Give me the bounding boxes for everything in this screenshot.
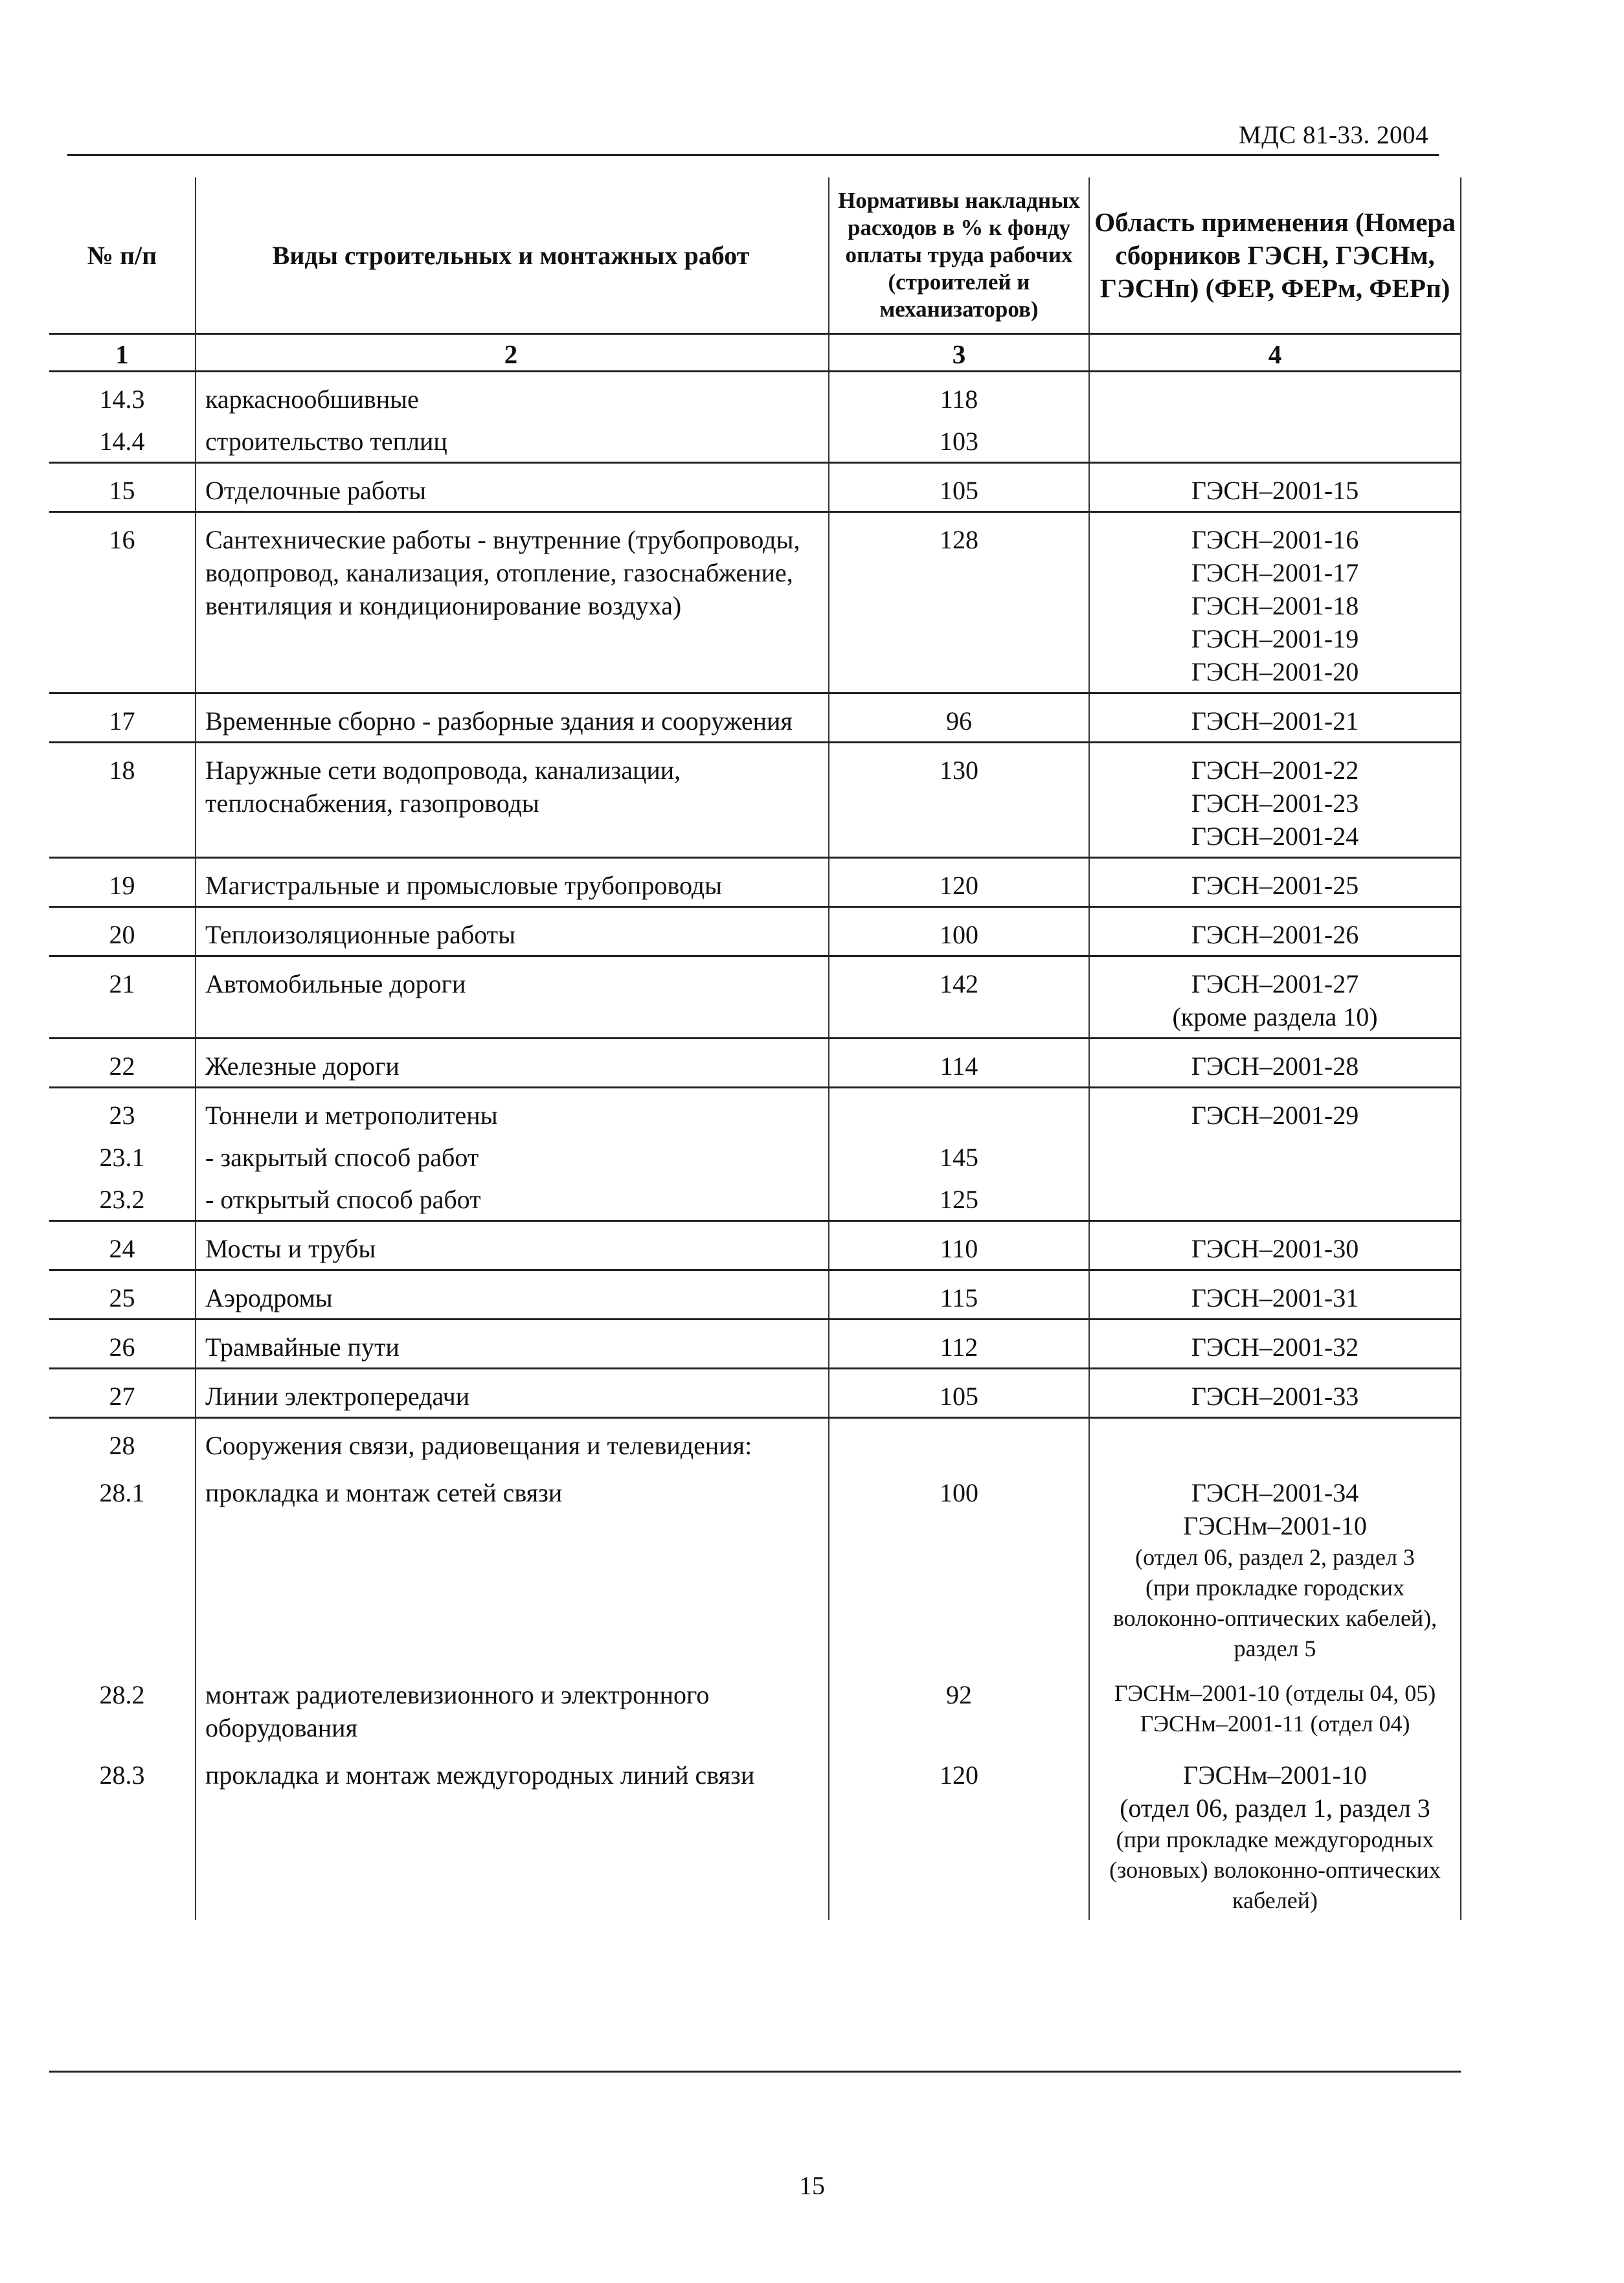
work-type: Временные сборно - разборные здания и сооружения <box>196 693 829 743</box>
document-code: МДС 81-33. 2004 <box>1238 121 1428 149</box>
scope-entry: (кроме раздела 10) <box>1172 1002 1378 1031</box>
work-type: - закрытый способ работ <box>196 1136 829 1178</box>
scope-cell <box>1089 1369 1461 1418</box>
scope-cell <box>1089 1178 1461 1221</box>
table-row <box>49 1320 1461 1369</box>
work-type: - открытый способ работ <box>196 1178 829 1221</box>
row-number: 17 <box>49 693 196 743</box>
scope-entry: ГЭСН–2001-30 <box>1191 1234 1359 1263</box>
overhead-rate: 112 <box>829 1320 1089 1369</box>
overhead-norms-table <box>49 177 1461 1920</box>
scope-cell <box>1089 1418 1461 1467</box>
row-number: 25 <box>49 1270 196 1320</box>
scope-cell <box>1089 1466 1461 1668</box>
table-row <box>49 1270 1461 1320</box>
scope-entry: ГЭСНм–2001-10 (отделы 04, 05) <box>1114 1680 1436 1706</box>
scope-entry: ГЭСН–2001-27 <box>1191 969 1359 998</box>
overhead-rate: 105 <box>829 463 1089 512</box>
scope-entry: ГЭСН–2001-32 <box>1191 1333 1359 1362</box>
scope-cell <box>1089 512 1461 693</box>
overhead-rate: 100 <box>829 1466 1089 1668</box>
overhead-rate: 105 <box>829 1369 1089 1418</box>
table-row <box>49 1221 1461 1270</box>
scope-entry: (отдел 06, раздел 2, раздел 3 <box>1135 1544 1415 1570</box>
overhead-rate: 128 <box>829 512 1089 693</box>
overhead-rate: 120 <box>829 858 1089 907</box>
overhead-rate <box>829 1418 1089 1467</box>
table-row <box>49 463 1461 512</box>
row-number: 28 <box>49 1418 196 1467</box>
col-index: 3 <box>829 334 1089 372</box>
row-number: 28.2 <box>99 1680 145 1709</box>
header-rule <box>67 154 1439 156</box>
row-number: 18 <box>49 743 196 858</box>
work-type: монтаж радиотелевизионного и электронного оборудования <box>196 1668 829 1748</box>
overhead-rate: 118 <box>829 372 1089 420</box>
work-type: Линии электропередачи <box>196 1369 829 1418</box>
table-row <box>49 1668 1461 1748</box>
row-number: 27 <box>49 1369 196 1418</box>
work-type: Тоннели и метрополитены <box>196 1088 829 1136</box>
table-row <box>49 420 1461 463</box>
overhead-rate: 114 <box>829 1039 1089 1088</box>
work-type: строительство теплиц <box>196 420 829 463</box>
col-index: 2 <box>196 334 829 372</box>
scope-cell <box>1089 420 1461 463</box>
scope-entry: ГЭСНм–2001-10 <box>1183 1511 1367 1540</box>
scope-entry: ГЭСНм–2001-11 (отдел 04) <box>1140 1711 1410 1737</box>
scope-entry: ГЭСН–2001-16 <box>1191 525 1359 554</box>
scope-cell <box>1089 858 1461 907</box>
row-number: 14.4 <box>99 427 145 456</box>
scope-entry: ГЭСН–2001-15 <box>1191 476 1359 505</box>
table-row <box>49 372 1461 420</box>
scope-entry: ГЭСН–2001-25 <box>1191 871 1359 900</box>
scope-entry: ГЭСН–2001-29 <box>1191 1101 1359 1130</box>
scope-entry: ГЭСН–2001-34 <box>1191 1478 1359 1507</box>
overhead-rate: 145 <box>829 1136 1089 1178</box>
scope-cell <box>1089 1221 1461 1270</box>
table-row <box>49 1136 1461 1178</box>
scope-entry: ГЭСН–2001-28 <box>1191 1052 1359 1081</box>
col-header-overhead-rate: Нормативы накладных расходов в % к фонду оплаты труда рабочих (строителей и механизаторов) <box>829 177 1089 334</box>
scope-entry: ГЭСН–2001-26 <box>1191 920 1359 949</box>
scope-entry: ГЭСН–2001-33 <box>1191 1382 1359 1411</box>
scope-cell <box>1089 1320 1461 1369</box>
work-type: прокладка и монтаж сетей связи <box>196 1466 829 1668</box>
scope-cell <box>1089 693 1461 743</box>
table-row <box>49 858 1461 907</box>
scope-entry: ГЭСН–2001-18 <box>1191 591 1359 620</box>
row-number: 20 <box>49 907 196 956</box>
overhead-rate: 96 <box>829 693 1089 743</box>
overhead-rate: 120 <box>829 1748 1089 1920</box>
table-row <box>49 512 1461 693</box>
work-type: Магистральные и промысловые трубопроводы <box>196 858 829 907</box>
table-row <box>49 1088 1461 1136</box>
work-type: Автомобильные дороги <box>196 956 829 1039</box>
row-number: 28.1 <box>99 1478 145 1507</box>
overhead-rate: 110 <box>829 1221 1089 1270</box>
table-row <box>49 956 1461 1039</box>
scope-cell <box>1089 1270 1461 1320</box>
work-type: Мосты и трубы <box>196 1221 829 1270</box>
scope-cell <box>1089 743 1461 858</box>
scope-entry: ГЭСН–2001-21 <box>1191 706 1359 736</box>
scope-cell <box>1089 1668 1461 1748</box>
scope-cell <box>1089 1136 1461 1178</box>
work-type: Сооружения связи, радиовещания и телевидения: <box>196 1418 829 1467</box>
table-header-row <box>49 177 1461 334</box>
table-body <box>49 372 1461 1920</box>
work-type: Сантехнические работы - внутренние (трубопроводы, водопровод, канализация, отопление, газоснабжение, вентиляция и кондиционирование воздуха) <box>196 512 829 693</box>
col-index: 4 <box>1089 334 1461 372</box>
scope-entry: ГЭСН–2001-23 <box>1191 789 1359 818</box>
table-row <box>49 1369 1461 1418</box>
overhead-rate: 130 <box>829 743 1089 858</box>
scope-cell <box>1089 956 1461 1039</box>
overhead-rate: 92 <box>829 1668 1089 1748</box>
row-number: 21 <box>49 956 196 1039</box>
scope-entry: (отдел 06, раздел 1, раздел 3 <box>1120 1794 1430 1823</box>
table-row <box>49 1466 1461 1668</box>
row-number: 16 <box>49 512 196 693</box>
work-type: каркаснообшивные <box>196 372 829 420</box>
row-number: 28.3 <box>99 1760 145 1790</box>
row-number: 23 <box>49 1088 196 1136</box>
overhead-rate: 142 <box>829 956 1089 1039</box>
scope-cell <box>1089 1748 1461 1920</box>
work-type: прокладка и монтаж междугородных линий связи <box>196 1748 829 1920</box>
overhead-rate <box>829 1088 1089 1136</box>
work-type: Теплоизоляционные работы <box>196 907 829 956</box>
col-header-work-type: Виды строительных и монтажных работ <box>196 177 829 334</box>
scope-cell <box>1089 1039 1461 1088</box>
work-type: Аэродромы <box>196 1270 829 1320</box>
scope-entry: ГЭСНм–2001-10 <box>1183 1760 1367 1790</box>
scope-entry: ГЭСН–2001-20 <box>1191 657 1359 686</box>
row-number: 14.3 <box>99 385 145 414</box>
table-bottom-rule <box>49 2071 1461 2073</box>
table-row <box>49 693 1461 743</box>
scope-cell <box>1089 372 1461 420</box>
work-type: Железные дороги <box>196 1039 829 1088</box>
col-index: 1 <box>49 334 196 372</box>
scope-entry: раздел 5 <box>1234 1636 1316 1661</box>
scope-entry: ГЭСН–2001-19 <box>1191 624 1359 653</box>
scope-cell <box>1089 907 1461 956</box>
table-row <box>49 1748 1461 1920</box>
col-header-scope: Область применения (Номера сборников ГЭСН, ГЭСНм, ГЭСНп) (ФЕР, ФЕРм, ФЕРп) <box>1089 177 1461 334</box>
overhead-rate: 103 <box>829 420 1089 463</box>
scope-entry: ГЭСН–2001-31 <box>1191 1283 1359 1312</box>
work-type: Наружные сети водопровода, канализации, теплоснабжения, газопроводы <box>196 743 829 858</box>
table-row <box>49 1039 1461 1088</box>
work-type: Отделочные работы <box>196 463 829 512</box>
scope-cell <box>1089 1088 1461 1136</box>
overhead-rate: 115 <box>829 1270 1089 1320</box>
scope-entry: (при прокладке городских волоконно-оптических кабелей), <box>1112 1575 1438 1631</box>
table-row <box>49 743 1461 858</box>
row-number: 23.1 <box>99 1143 145 1172</box>
scope-entry: ГЭСН–2001-24 <box>1191 822 1359 851</box>
table-row <box>49 1178 1461 1221</box>
overhead-rate: 100 <box>829 907 1089 956</box>
table-row <box>49 1418 1461 1467</box>
row-number: 26 <box>49 1320 196 1369</box>
scope-entry: ГЭСН–2001-17 <box>1191 558 1359 587</box>
overhead-rate: 125 <box>829 1178 1089 1221</box>
page-number: 15 <box>799 2171 825 2200</box>
row-number: 22 <box>49 1039 196 1088</box>
col-header-number: № п/п <box>87 240 157 270</box>
row-number: 23.2 <box>99 1185 145 1214</box>
scope-cell <box>1089 463 1461 512</box>
work-type: Трамвайные пути <box>196 1320 829 1369</box>
scope-entry: ГЭСН–2001-22 <box>1191 756 1359 785</box>
row-number: 15 <box>49 463 196 512</box>
row-number: 24 <box>49 1221 196 1270</box>
row-number: 19 <box>49 858 196 907</box>
scope-entry: (при прокладке междугородных (зоновых) волоконно-оптических кабелей) <box>1109 1827 1441 1913</box>
column-index-row <box>49 334 1461 372</box>
table-row <box>49 907 1461 956</box>
